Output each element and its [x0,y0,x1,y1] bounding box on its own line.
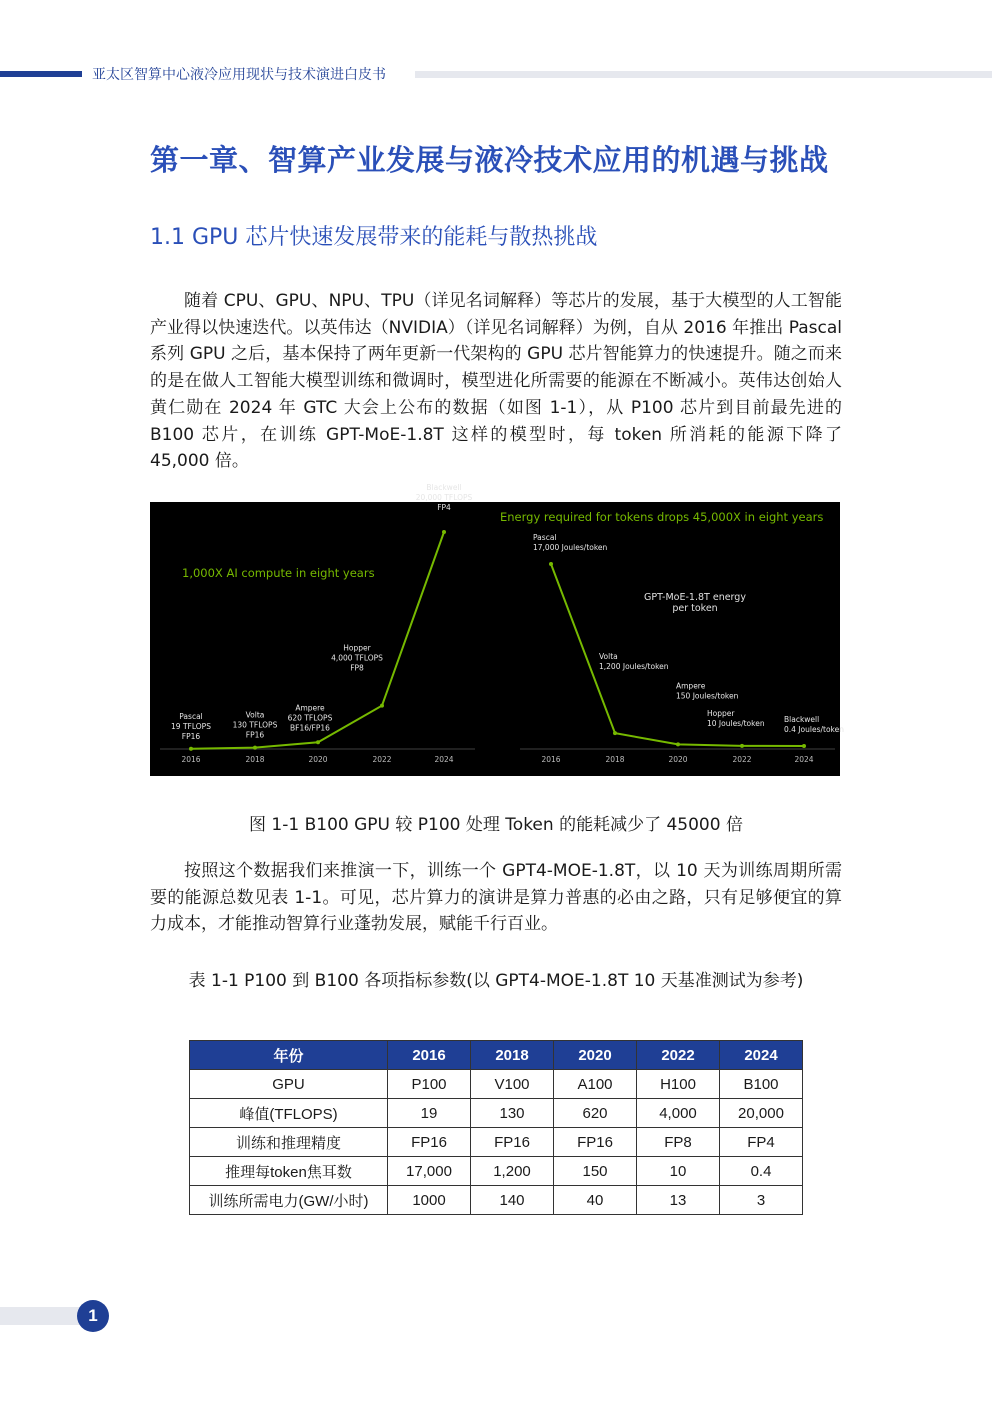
compute-point-label: FP4 [437,503,451,512]
table-cell: 620 [554,1099,637,1128]
compute-point-label: Ampere [295,703,325,713]
energy-point-label: 0.4 Joules/token [784,724,844,734]
left-chart [171,483,473,764]
energy-data-point [613,731,617,735]
energy-data-point [549,562,553,566]
table-cell: FP16 [471,1128,554,1157]
table-cell: 10 [637,1157,720,1186]
energy-point-label: Pascal [533,533,557,542]
energy-x-tick-label: 2022 [732,755,752,764]
table-cell: 3 [720,1186,803,1215]
paragraph-text: 按照这个数据我们来推演一下，训练一个 GPT4-MOE-1.8T，以 10 天为训练周期所需要的能源总数见表 1-1。可见，芯片算力的演讲是算力普惠的必由之路，只有足够便宜的算力成本，才能推动智算行业蓬勃发展，赋能千行百业。 [150,861,842,935]
table-row [190,1157,803,1186]
table-cell: B100 [720,1070,803,1099]
table-header-cell: 2022 [637,1041,720,1070]
chart-svg [150,483,844,776]
gpu-metrics-table [189,1040,803,1215]
table-cell: 训练和推理精度 [190,1128,388,1157]
compute-point-label: BF16/FP16 [290,723,330,733]
compute-point-label: Blackwell [426,483,462,492]
paragraph-text: 随着 CPU、GPU、NPU、TPU（详见名词解释）等芯片的发展，基于大模型的人工智能产业得以快速迭代。以英伟达（NVIDIA）（详见名词解释）为例，自从 2016 年推出 Pascal 系列 GPU 之后，基本保持了两年更新一代架构的 GPU 芯片智能算力的快速提升。随之而来的是在做人工智能大模型训练和微调时，模型进化所需要的能源在不断减小。英伟达创始人黄仁勋在 2024 年 GTC 大会上公布的数据（如图 1-1），从 P100 芯片到目前最先进的 B100 芯片，在训练 GPT-MoE-1.8T 这样的模型时，每 token 所消耗的能源下降了 45,000 倍。 [150,291,842,472]
energy-point-label: 1,200 Joules/token [599,662,669,672]
right-subtitle-line-1: GPT-MoE-1.8T energy [644,592,746,603]
compute-point-label: Hopper [343,643,371,653]
table-cell: V100 [471,1070,554,1099]
table-header-cell: 2020 [554,1041,637,1070]
compute-point-label: FP8 [350,663,364,673]
table-cell: 13 [637,1186,720,1215]
figure-compute-energy-chart [150,483,844,776]
energy-point-label: Ampere [676,681,706,691]
compute-point-label: 130 TFLOPS [232,720,278,730]
energy-data-point [740,744,744,748]
right-annotation: Energy required for tokens drops 45,000X in eight years [500,510,824,524]
table-cell: 20,000 [720,1099,803,1128]
right-chart [533,533,844,764]
table-cell: 峰值(TFLOPS) [190,1099,388,1128]
paragraph-analysis [150,858,842,938]
table-row [190,1186,803,1215]
table-cell: P100 [388,1070,471,1099]
compute-x-tick-label: 2022 [372,755,392,764]
energy-x-tick-label: 2018 [605,755,625,764]
table-header-row [190,1041,803,1070]
table-header-cell: 2018 [471,1041,554,1070]
left-annotation: 1,000X AI compute in eight years [182,566,375,580]
document-title: 亚太区智算中心液冷应用现状与技术演进白皮书 [92,67,386,83]
compute-point-label: 19 TFLOPS [171,721,211,731]
header-rule [415,71,992,78]
table-row [190,1128,803,1157]
chapter-title: 第一章、智算产业发展与液冷技术应用的机遇与挑战 [150,143,829,177]
table-cell: 推理每token焦耳数 [190,1157,388,1186]
paragraph-intro [150,288,842,475]
compute-data-point [380,704,384,708]
page-number: 1 [77,1300,109,1332]
energy-data-point [802,744,806,748]
energy-data-point [676,742,680,746]
table-cell: 17,000 [388,1157,471,1186]
table-cell: 19 [388,1099,471,1128]
compute-x-tick-label: 2020 [308,755,328,764]
table-cell: 150 [554,1157,637,1186]
energy-point-label: 10 Joules/token [707,718,765,728]
compute-point-label: FP16 [245,730,265,740]
table-row [190,1099,803,1128]
table-cell: FP8 [637,1128,720,1157]
table-cell: GPU [190,1070,388,1099]
table-cell: 130 [471,1099,554,1128]
table-cell: 140 [471,1186,554,1215]
table-cell: 训练所需电力(GW/小时) [190,1186,388,1215]
table-header-cell: 2024 [720,1041,803,1070]
table-cell: H100 [637,1070,720,1099]
table-cell: 1,200 [471,1157,554,1186]
compute-x-tick-label: 2018 [245,755,265,764]
compute-point-label: 4,000 TFLOPS [331,653,383,663]
energy-point-label: 150 Joules/token [676,691,739,701]
table-cell: FP16 [554,1128,637,1157]
compute-point-label: 20,000 TFLOPS [415,493,473,502]
table-cell: 40 [554,1186,637,1215]
compute-x-tick-label: 2024 [434,755,454,764]
compute-point-label: 620 TFLOPS [287,713,333,723]
compute-point-label: FP16 [181,731,201,741]
footer-accent-bar [0,1307,82,1325]
compute-data-point [189,747,193,751]
table-header-cell: 2016 [388,1041,471,1070]
table-cell: A100 [554,1070,637,1099]
right-subtitle-line-2: per token [672,603,718,614]
compute-x-tick-label: 2016 [181,755,201,764]
table-cell: 1000 [388,1186,471,1215]
table-cell: FP16 [388,1128,471,1157]
energy-point-label: 17,000 Joules/token [533,543,608,552]
energy-point-label: Volta [599,652,618,662]
compute-data-point [253,746,257,750]
table-cell: FP4 [720,1128,803,1157]
energy-x-tick-label: 2024 [794,755,814,764]
table-row [190,1070,803,1099]
compute-point-label: Volta [245,710,265,720]
compute-data-point [442,530,446,534]
energy-point-label: Blackwell [784,714,820,724]
energy-x-tick-label: 2016 [541,755,561,764]
header-accent-bar [0,71,82,77]
figure-caption: 图 1-1 B100 GPU 较 P100 处理 Token 的能耗减少了 45000 倍 [249,815,743,835]
table-cell: 4,000 [637,1099,720,1128]
energy-point-label: Hopper [707,708,735,718]
table-caption: 表 1-1 P100 到 B100 各项指标参数(以 GPT4-MOE-1.8T 10 天基准测试为参考) [188,971,804,991]
compute-data-point [316,740,320,744]
energy-x-tick-label: 2020 [668,755,688,764]
section-title: 1.1 GPU 芯片快速发展带来的能耗与散热挑战 [150,225,598,250]
table-header-cell: 年份 [190,1041,388,1070]
table-cell: 0.4 [720,1157,803,1186]
compute-point-label: Pascal [179,711,203,721]
